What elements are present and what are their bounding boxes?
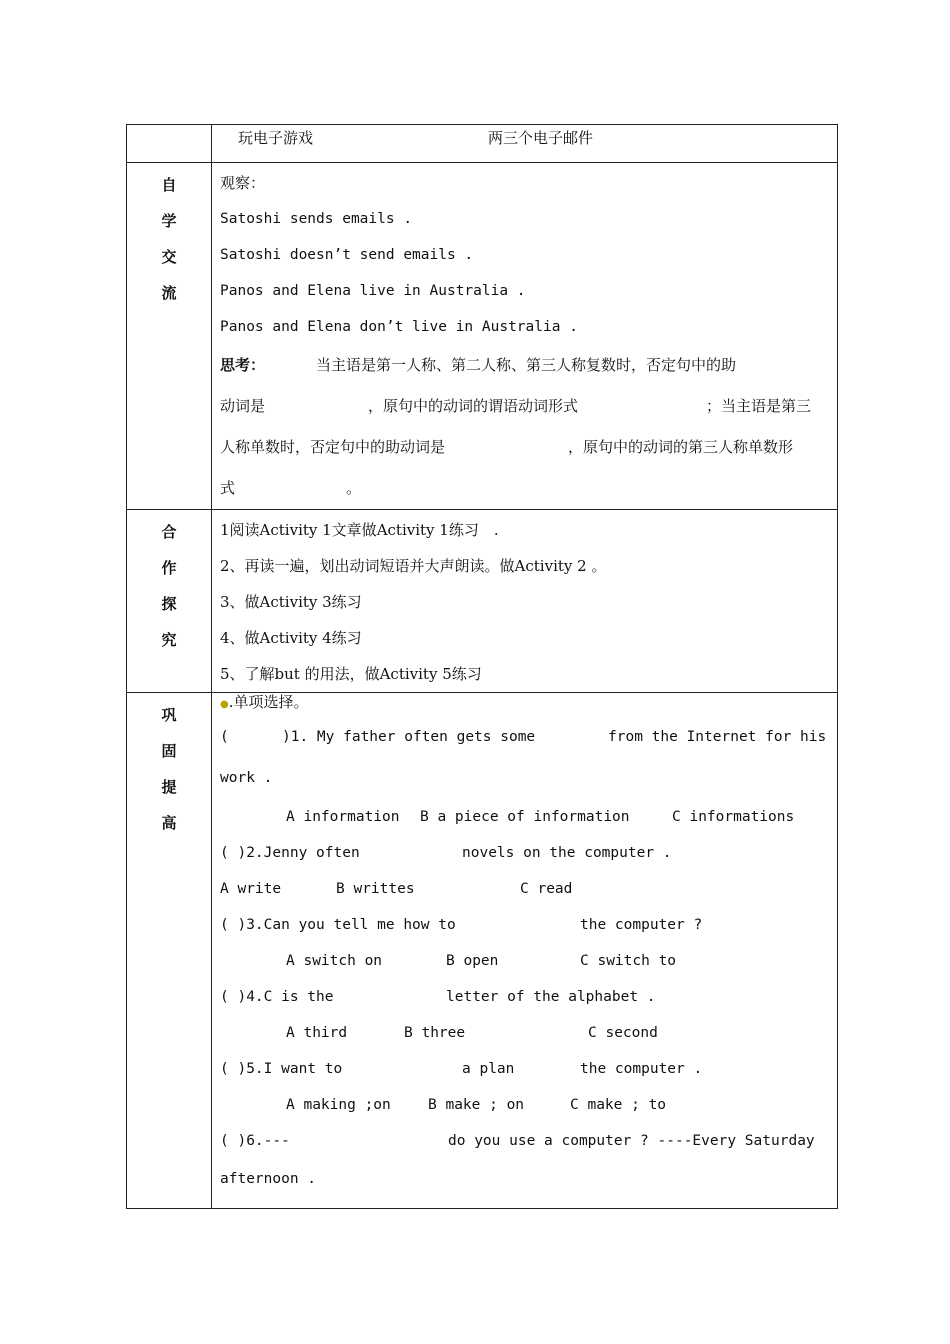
question-text: do you use a computer ? ----Every Saturday [448,1133,815,1149]
question-text: ( )2.Jenny often [220,845,360,861]
option: B a piece of information [420,809,630,825]
question-text: ( )5.I want to [220,1061,343,1077]
think-text: 动词是 [220,397,266,415]
question-text: novels on the computer . [462,845,672,861]
question-1 [220,717,837,758]
example-sentence: Satoshi doesn’t send emails . [220,247,474,263]
question-text: ( )4.C is the [220,989,334,1005]
question-text: work . [220,770,273,786]
think-text: 当主语是第一人称、第二人称、第三人称复数时，否定句中的助 [316,356,737,374]
think-text: ，原句中的动词的谓语动词形式 [368,397,579,415]
mark-icon: ● [220,699,229,710]
think-line-3 [220,427,837,468]
option: C informations [672,809,795,825]
options-row [220,943,837,979]
section-consolidation-content [212,693,838,1209]
worksheet [126,124,838,1209]
option: B open [446,953,499,969]
section-consolidation-label [127,693,212,1209]
think-line-2 [220,386,837,427]
option: C read [520,881,573,897]
option: B make ; on [428,1097,525,1113]
label-char: 固 [161,742,177,760]
options-row [220,1015,837,1051]
think-label: 思考： [220,356,266,374]
options-row [220,871,837,907]
exercise-heading [220,693,837,717]
label-char: 作 [161,559,177,577]
header-row [238,125,837,151]
task-item: 2、再读一遍，划出动词短语并大声朗读。做Activity 2 。 [220,557,607,575]
task-item: 1阅读Activity 1文章做Activity 1练习 . [220,521,499,539]
question-text: the computer ? [580,917,703,933]
question-3 [220,907,837,943]
header-left: 玩电子游戏 [238,129,314,147]
question-2 [220,835,837,871]
question-text: )1. My father often gets some [282,729,536,745]
question-4 [220,979,837,1015]
example-sentence: Satoshi sends emails . [220,211,413,227]
label-char: 自 [161,176,177,194]
options-row [220,799,837,835]
question-text: the computer . [580,1061,703,1077]
task-item: 3、做Activity 3练习 [220,593,362,611]
label-char: 合 [161,523,177,541]
label-char: 学 [161,212,177,230]
header-cell [212,125,838,163]
think-text: 人称单数时，否定句中的助动词是 [220,438,446,456]
think-line-1 [220,345,837,386]
question-text: afternoon . [220,1171,317,1187]
option: A information [286,809,400,825]
section-cooperation-label [127,510,212,693]
think-text: ，原句中的动词的第三人称单数形 [568,438,794,456]
task-item: 4、做Activity 4练习 [220,629,362,647]
observe-heading: 观察： [220,174,266,192]
header-right: 两三个电子邮件 [488,129,594,147]
task-item: 5、了解but 的用法，做Activity 5练习 [220,665,482,683]
think-text: 式 [220,479,236,497]
question-text: ( )3.Can you tell me how to [220,917,456,933]
example-sentence: Panos and Elena don’t live in Australia . [220,319,578,335]
think-text: ；当主语是第三 [706,397,812,415]
label-char: 交 [161,248,177,266]
section-self-study-label [127,163,212,510]
think-line-4 [220,468,837,509]
option: C make ; to [570,1097,667,1113]
label-char: 提 [161,778,177,796]
question-text: ( [220,729,229,745]
question-5 [220,1051,837,1087]
think-text: 。 [346,479,362,497]
option: A switch on [286,953,383,969]
exercise-heading-text: .单项选择。 [228,693,309,711]
section-cooperation-content [212,510,838,693]
label-char: 究 [161,631,177,649]
question-text: ( )6.--- [220,1133,290,1149]
question-text: a plan [462,1061,515,1077]
options-row [220,1087,837,1123]
question-text: letter of the alphabet . [446,989,656,1005]
header-label-cell [127,125,212,163]
question-text: from the Internet for his [608,729,827,745]
label-char: 巩 [161,706,177,724]
option: B writtes [336,881,415,897]
label-char: 探 [161,595,177,613]
question-6 [220,1123,837,1159]
option: C switch to [580,953,677,969]
option: A third [286,1025,348,1041]
option: B three [404,1025,466,1041]
label-char: 流 [161,284,177,302]
option: C second [588,1025,658,1041]
label-char: 高 [161,814,177,832]
option: A making ;on [286,1097,391,1113]
section-self-study-content [212,163,838,510]
example-sentence: Panos and Elena live in Australia . [220,283,526,299]
lesson-table [126,124,838,1209]
option: A write [220,881,282,897]
